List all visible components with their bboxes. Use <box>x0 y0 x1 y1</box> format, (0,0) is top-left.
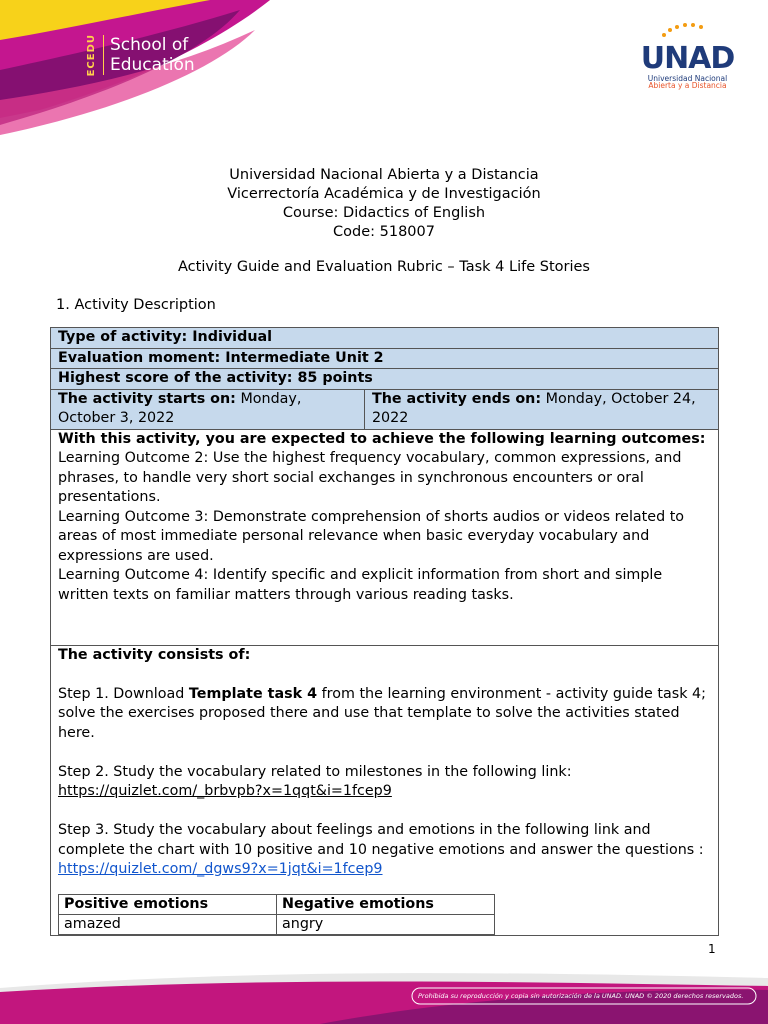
milestones-link[interactable]: https://quizlet.com/_brbvpb?x=1qqt&i=1fcep9 <box>58 783 392 799</box>
positive-emotion-cell: amazed <box>59 914 277 934</box>
positive-emotions-header: Positive emotions <box>59 894 277 914</box>
learning-outcome-2: Learning Outcome 2: Use the highest frequency vocabulary, common expressions, and phrases, to handle very short social exchanges in synchronous encounters or oral presentations. <box>58 450 682 505</box>
type-of-activity: Type of activity: Individual <box>51 328 719 349</box>
activity-table <box>50 327 719 936</box>
page-number: 1 <box>708 942 716 956</box>
negative-emotions-header: Negative emotions <box>277 894 495 914</box>
outcomes-intro: With this activity, you are expected to achieve the following learning outcomes: <box>58 430 706 447</box>
unad-dots-icon <box>656 23 720 37</box>
highest-score: Highest score of the activity: 85 points <box>51 369 719 390</box>
copyright-notice: Prohibida su reproducción y copia sin autorización de la UNAD. UNAD © 2020 derechos reservados. <box>418 992 744 1000</box>
step-1: Step 1. Download Template task 4 from the learning environment - activity guide task 4; solve the exercises proposed there and use that template to solve the activities stated here. <box>58 685 706 741</box>
course-name: Course: Didactics of English <box>282 205 486 221</box>
document-title-block <box>0 166 768 242</box>
unad-line2: Abierta y a Distancia <box>648 81 727 90</box>
ends-cell: The activity ends on: Monday, October 24, 2022 <box>364 389 718 429</box>
school-of-education-logo <box>86 34 195 76</box>
unad-logo <box>630 22 745 90</box>
logo-divider <box>103 35 104 75</box>
emotions-chart <box>58 894 495 935</box>
step-2: Step 2. Study the vocabulary related to milestones in the following link: <box>58 763 572 780</box>
ecedu-tag: ECEDU <box>86 34 97 77</box>
unad-wordmark: UNAD <box>640 41 735 76</box>
step-3: Step 3. Study the vocabulary about feelings and emotions in the following link and complete the chart with 10 positive and 10 negative emotions and answer the questions : https://quizlet.com/_dgws9?x=1jqt&i=1fcep9 <box>58 822 704 877</box>
university-name: Universidad Nacional Abierta y a Distancia <box>229 167 539 183</box>
school-line2: Education <box>110 55 195 76</box>
section-heading: 1. Activity Description <box>56 297 216 313</box>
activity-steps-cell <box>51 645 719 935</box>
learning-outcome-3: Learning Outcome 3: Demonstrate comprehension of shorts audios or videos related to areas of most immediate personal relevance when basic everyday vocabulary and expressions are used. <box>58 508 685 564</box>
consists-heading: The activity consists of: <box>58 646 251 663</box>
evaluation-moment: Evaluation moment: Intermediate Unit 2 <box>51 348 719 369</box>
guide-title: Activity Guide and Evaluation Rubric – Task 4 Life Stories <box>178 259 590 275</box>
vicerrectoria: Vicerrectoría Académica y de Investigación <box>227 186 541 202</box>
starts-cell: The activity starts on: Monday, October 3, 2022 <box>51 389 365 429</box>
negative-emotion-cell: angry <box>277 914 495 934</box>
unad-line1: Universidad Nacional <box>647 74 728 83</box>
learning-outcomes-cell <box>51 429 719 645</box>
school-line1: School of <box>110 35 189 56</box>
emotions-link[interactable]: https://quizlet.com/_dgws9?x=1jqt&i=1fcep9 <box>58 861 383 877</box>
learning-outcome-4: Learning Outcome 4: Identify specific and explicit information from short and simple written texts on familiar matters through various reading tasks. <box>58 567 663 603</box>
course-code: Code: 518007 <box>333 224 435 240</box>
